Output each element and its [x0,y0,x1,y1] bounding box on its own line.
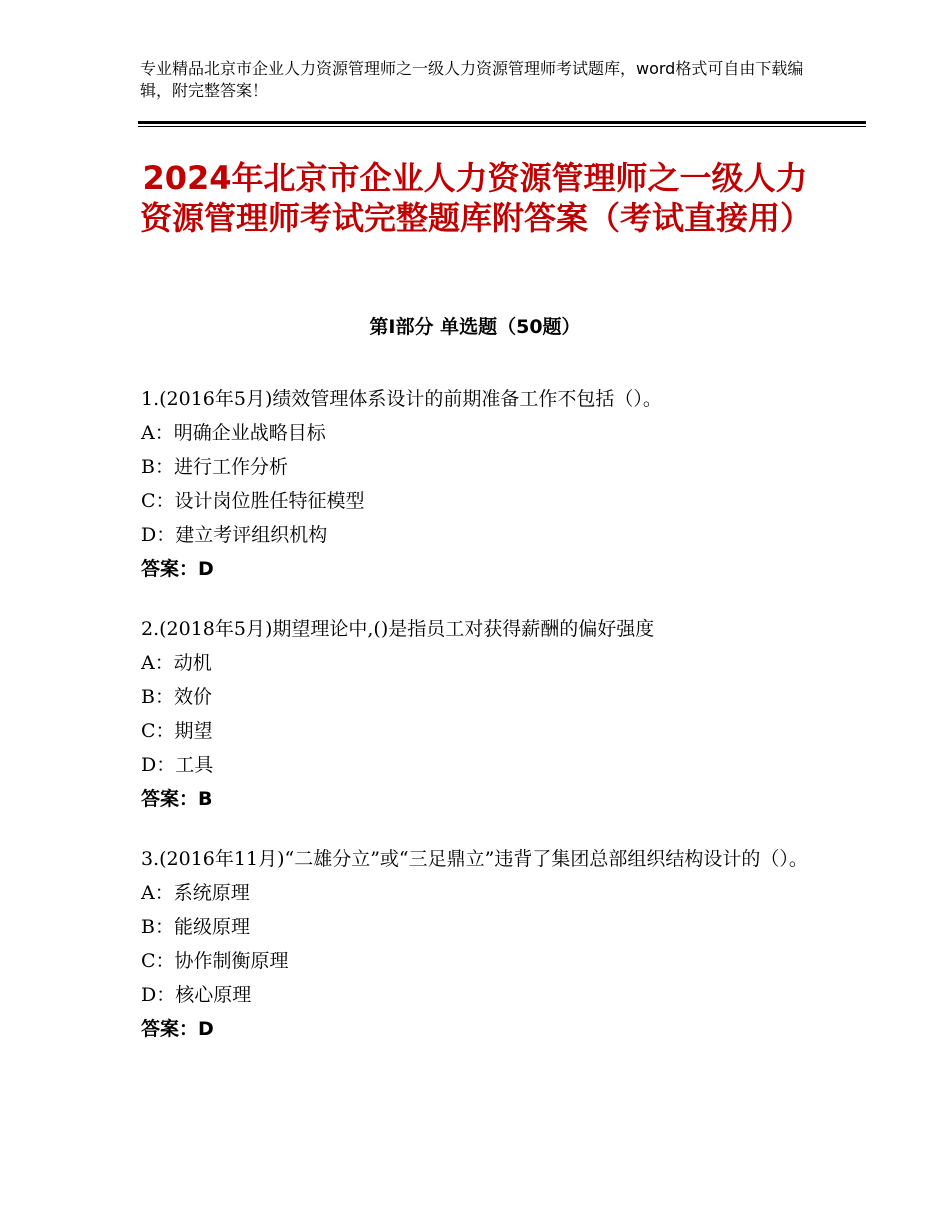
question-item-3 [141,842,821,1046]
question-stem: 1.(2016年5月)绩效管理体系设计的前期准备工作不包括（）。 [141,388,662,410]
option-b: B：效价 [141,686,212,708]
option-a: A：明确企业战略目标 [141,422,326,444]
document-title: 2024年北京市企业人力资源管理师之一级人力资源管理师考试完整题库附答案（考试直接用） [140,159,813,237]
option-c: C：设计岗位胜任特征模型 [141,490,365,512]
answer-line: 答案：D [141,558,214,580]
option-d: D：建立考评组织机构 [141,524,328,546]
option-d: D：工具 [141,754,214,776]
header-rule-thick [138,121,866,124]
option-a: A：动机 [141,652,212,674]
option-a: A：系统原理 [141,882,250,904]
option-c: C：期望 [141,720,213,742]
option-b: B：进行工作分析 [141,456,288,478]
question-stem: 3.(2016年11月)“二雄分立”或“三足鼎立”违背了集团总部组织结构设计的（）。 [141,848,808,870]
answer-line: 答案：D [141,1018,214,1040]
question-item-2 [141,612,821,816]
option-b: B：能级原理 [141,916,250,938]
header-note: 专业精品北京市企业人力资源管理师之一级人力资源管理师考试题库，word格式可自由下载编辑，附完整答案！ [140,59,804,100]
question-list [141,382,821,1072]
section-title: 第Ⅰ部分 单选题（50题） [369,316,581,338]
option-c: C：协作制衡原理 [141,950,289,972]
answer-line: 答案：B [141,788,213,810]
question-stem: 2.(2018年5月)期望理论中,()是指员工对获得薪酬的偏好强度 [141,618,655,640]
header-rule-thin [138,126,866,127]
option-d: D：核心原理 [141,984,252,1006]
question-item-1 [141,382,821,586]
